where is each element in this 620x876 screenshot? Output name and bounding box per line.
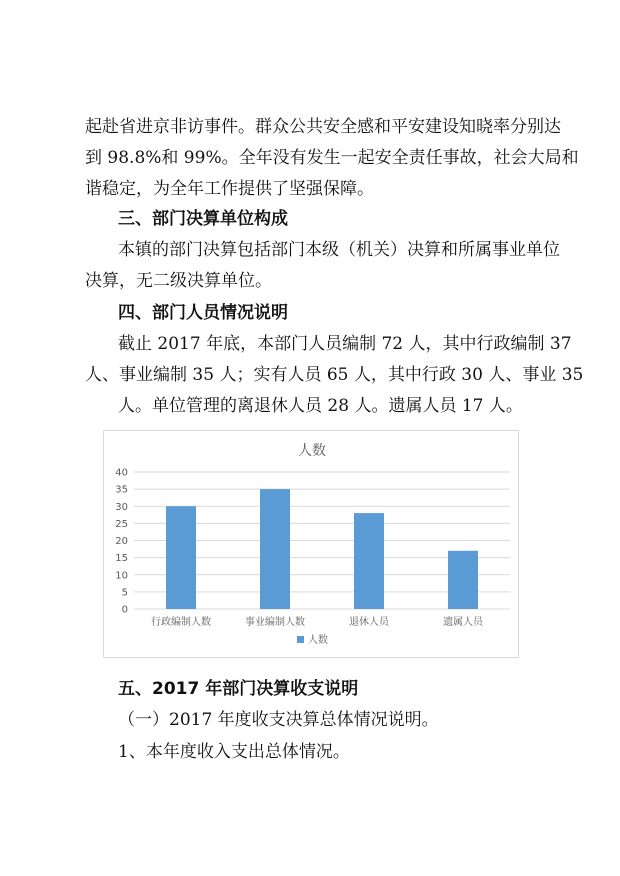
body-text-line: 到 98.8%和 99%。全年没有发生一起安全责任事故，社会大局和 (85, 148, 579, 168)
body-text-line: 截止 2017 年底，本部门人员编制 72 人，其中行政编制 37 (118, 334, 572, 354)
x-category-label: 遗属人员 (443, 617, 483, 628)
bar-chart (104, 431, 520, 659)
body-text-line: 决算，无二级决算单位。 (85, 271, 272, 291)
bar (166, 506, 196, 609)
body-text-line: 谐稳定，为全年工作提供了坚强保障。 (85, 179, 374, 199)
section-heading-3: 三、部门决算单位构成 (118, 209, 288, 229)
y-tick-label: 30 (115, 501, 128, 513)
y-tick-label: 5 (121, 587, 128, 599)
y-tick-label: 25 (115, 518, 128, 530)
body-text-line: 1、本年度收入支出总体情况。 (118, 742, 350, 762)
body-text-line: 人、事业编制 35 人；实有人员 65 人，其中行政 30 人、事业 35 (85, 365, 584, 385)
bar (260, 489, 290, 609)
legend-swatch (297, 636, 304, 643)
x-category-label: 退休人员 (349, 617, 389, 628)
y-tick-label: 40 (115, 467, 128, 479)
y-tick-label: 10 (115, 570, 128, 582)
chart-title: 人数 (298, 443, 326, 459)
y-tick-label: 35 (115, 484, 128, 496)
x-category-label: 事业编制人数 (245, 617, 305, 628)
body-text-line: 本镇的部门决算包括部门本级（机关）决算和所属事业单位 (118, 240, 560, 260)
body-text-line: 人。单位管理的离退休人员 28 人。遗属人员 17 人。 (118, 396, 523, 416)
bar (448, 551, 478, 609)
section-heading-5: 五、2017 年部门决算收支说明 (118, 679, 359, 699)
section-heading-4: 四、部门人员情况说明 (118, 303, 288, 323)
y-tick-label: 20 (115, 536, 128, 547)
staff-count-chart (103, 430, 519, 658)
body-text-line: 起赴省进京非访事件。群众公共安全感和平安建设知晓率分别达 (85, 117, 561, 137)
legend-label: 人数 (308, 635, 328, 646)
subsection-heading: （一）2017 年度收支决算总体情况说明。 (118, 710, 439, 730)
y-tick-label: 0 (121, 604, 128, 616)
y-tick-label: 15 (115, 553, 128, 565)
bar (354, 513, 384, 609)
x-category-label: 行政编制人数 (151, 617, 211, 628)
